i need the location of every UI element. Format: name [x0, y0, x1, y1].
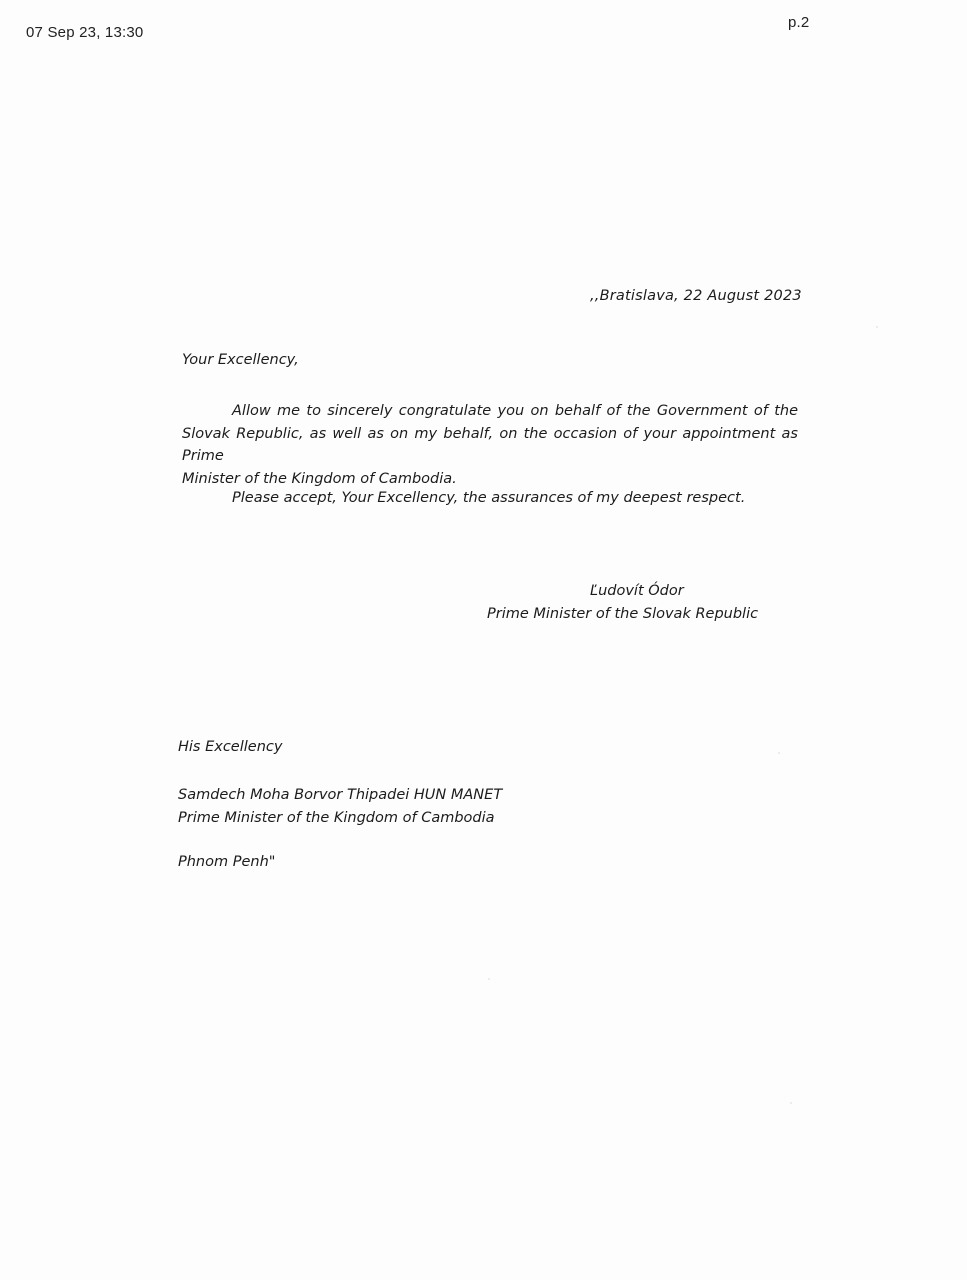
scan-speck [778, 752, 780, 754]
body-line: Allow me to sincerely congratulate you on behalf of the Government of the [232, 403, 798, 419]
signatory-title: Prime Minister of the Slovak Republic [487, 606, 759, 622]
scan-speck [876, 326, 878, 328]
scan-speck [488, 978, 490, 980]
fax-page-number: p.2 [788, 14, 810, 31]
signatory-name: Ľudovít Ódor [590, 583, 684, 599]
body-line: Minister of the Kingdom of Cambodia. [182, 470, 457, 487]
recipient-city: Phnom Penh" [178, 854, 276, 870]
recipient-honorific: His Excellency [178, 739, 283, 755]
scan-speck [790, 1102, 792, 1104]
letter-body [182, 400, 798, 490]
closing-sentence: Please accept, Your Excellency, the assurances of my deepest respect. [232, 490, 746, 506]
recipient-name: Samdech Moha Borvor Thipadei HUN MANET [178, 787, 503, 803]
body-line: Slovak Republic, as well as on my behalf, on the occasion of your appointment as Prime [182, 425, 798, 464]
recipient-title: Prime Minister of the Kingdom of Cambodia [178, 810, 495, 826]
fax-timestamp: 07 Sep 23, 13:30 [26, 24, 144, 41]
salutation: Your Excellency, [182, 352, 299, 368]
place-and-date: ,,Bratislava, 22 August 2023 [590, 288, 802, 304]
